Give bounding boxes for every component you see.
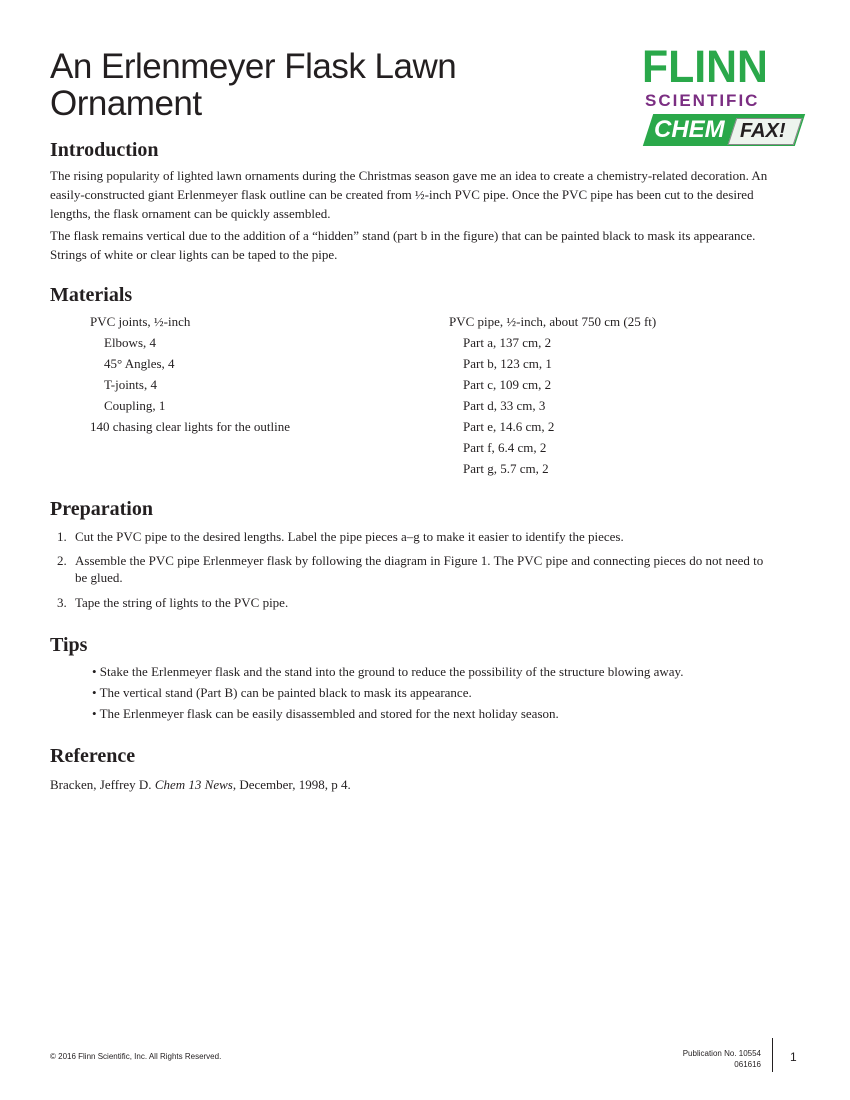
reference-heading: Reference [50,745,136,767]
materials-right-item: PVC pipe, ½-inch, about 750 cm (25 ft) [449,314,657,329]
reference-citation [50,775,351,794]
materials-left-item: 140 chasing clear lights for the outline [90,419,291,434]
reference-journal: Chem 13 News [154,777,233,792]
introduction-paragraph-1: The rising popularity of lighted lawn ornaments during the Christmas season gave me an idea to create a chemistry-related decoration. An easily-constructed giant Erlenmeyer flask outline can be created from ½-inch PVC pipe. Once the PVC pipe has been cut to the desired lengths, the flask ornament can be quickly assembled. [50,168,768,221]
tip-item: • The vertical stand (Part B) can be painted black to mask its appearance. [92,685,472,700]
materials-right-item: Part c, 109 cm, 2 [463,377,552,392]
preparation-heading: Preparation [50,498,153,520]
materials-left-item: T-joints, 4 [104,377,157,392]
logo-flinn-text: FLINN [642,41,768,92]
materials-right-item: Part a, 137 cm, 2 [463,335,552,350]
logo-chem-text: CHEM [654,116,725,143]
step-number: 2. [57,553,67,568]
step-text: Tape the string of lights to the PVC pipe. [75,595,289,610]
flinn-logo [640,41,805,150]
materials-left-item: PVC joints, ½-inch [90,314,191,329]
page-title: An Erlenmeyer Flask Lawn Ornament [50,47,457,123]
materials-right-item: Part d, 33 cm, 3 [463,398,546,413]
materials-right-item: Part g, 5.7 cm, 2 [463,461,549,476]
footer-publication-code: 061616 [734,1060,761,1069]
logo-scientific-text: SCIENTIFIC [645,91,760,110]
materials-left-item: 45° Angles, 4 [104,356,175,371]
footer-publication-number: Publication No. 10554 [682,1049,761,1058]
materials-right-item: Part e, 14.6 cm, 2 [463,419,555,434]
materials-right-item: Part f, 6.4 cm, 2 [463,440,547,455]
introduction-heading: Introduction [50,139,159,161]
page-number: 1 [790,1050,797,1064]
reference-author: Bracken, Jeffrey D. [50,777,155,792]
tips-heading: Tips [50,634,88,656]
step-number: 1. [57,529,67,544]
reference-details: , December, 1998, p 4. [232,777,351,792]
footer-divider [772,1038,773,1072]
materials-right-item: Part b, 123 cm, 1 [463,356,552,371]
tip-item: • The Erlenmeyer flask can be easily disassembled and stored for the next holiday season. [92,706,559,721]
footer-copyright: © 2016 Flinn Scientific, Inc. All Rights Reserved. [50,1052,222,1061]
logo-fax-text: FAX! [740,120,786,142]
step-number: 3. [57,595,67,610]
materials-left-item: Coupling, 1 [104,398,166,413]
introduction-paragraph-2: The flask remains vertical due to the addition of a “hidden” stand (part b in the figure) that can be painted black to mask its appearance. Strings of white or clear lights can be taped to the pipe. [50,228,756,262]
tip-item: • Stake the Erlenmeyer flask and the stand into the ground to reduce the possibility of the structure blowing away. [92,664,684,679]
materials-heading: Materials [50,284,133,306]
materials-left-item: Elbows, 4 [104,335,156,350]
step-text: Assemble the PVC pipe Erlenmeyer flask by following the diagram in Figure 1. The PVC pipe and connecting pieces do not need to be glued. [75,553,764,585]
step-text: Cut the PVC pipe to the desired lengths. Label the pipe pieces a–g to make it easier to identify the pieces. [75,529,624,544]
